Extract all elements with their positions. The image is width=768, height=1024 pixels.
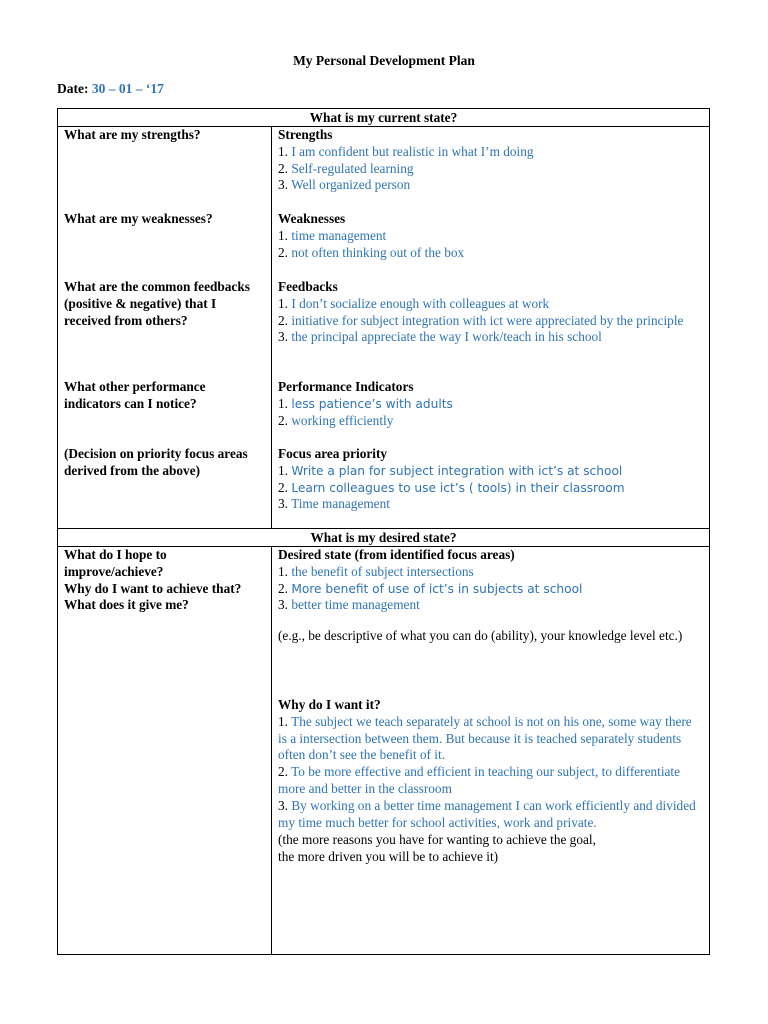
column-divider <box>271 547 272 954</box>
list-item: 2. Self-regulated learning <box>278 160 414 176</box>
focus-heading: Focus area priority <box>278 446 388 461</box>
why-note-line-1: (the more reasons you have for wanting to achieve the goal, <box>278 832 596 848</box>
why-answer <box>278 697 703 866</box>
desired-answer <box>278 547 703 645</box>
weaknesses-answer <box>278 211 703 261</box>
list-item: 2. To be more effective and efficient in teaching our subject, to differentiate more and better in the classroom <box>278 764 681 796</box>
list-item: 3. better time management <box>278 597 420 613</box>
list-item: 3. Well organized person <box>278 177 411 193</box>
list-item: 3. By working on a better time management I can work efficiently and divided my time much better for school activities, work and private. <box>278 797 696 830</box>
focus-answer <box>278 446 703 513</box>
list-item: 1. I don’t socialize enough with colleagues at work <box>278 295 550 311</box>
feedbacks-answer <box>278 279 703 346</box>
focus-question: (Decision on priority focus areas derived from the above) <box>64 446 248 478</box>
list-item: 1. Write a plan for subject integration with ict’s at school <box>278 462 623 478</box>
desired-state-header: What is my desired state? <box>58 529 709 547</box>
desired-heading: Desired state (from identified focus areas) <box>278 547 515 562</box>
date-value: 30 – 01 – ‘17 <box>91 81 164 96</box>
date-line: Date: 30 – 01 – ‘17 <box>57 81 164 96</box>
performance-answer <box>278 379 703 429</box>
list-item: 2. More benefit of use of ict’s in subjects at school <box>278 580 583 596</box>
list-item: 2. working efficiently <box>278 412 394 428</box>
strengths-answer <box>278 127 703 194</box>
why-heading: Why do I want it? <box>278 697 381 712</box>
list-item: 2. Learn colleagues to use ict’s ( tools) in their classroom <box>278 479 625 495</box>
date-label: Date <box>57 81 84 96</box>
desired-state-table <box>57 529 710 955</box>
list-item: 1. time management <box>278 227 387 243</box>
performance-question: What other performance indicators can I notice? <box>64 379 206 411</box>
list-item: 3. Time management <box>278 496 390 512</box>
list-item: 1. I am confident but realistic in what I’m doing <box>278 143 534 159</box>
list-item: 3. the principal appreciate the way I work/teach in his school <box>278 329 602 345</box>
feedbacks-heading: Feedbacks <box>278 279 338 294</box>
question-improve: What do I hope to improve/achieve? <box>64 547 167 579</box>
question-why: Why do I want to achieve that? <box>64 580 242 596</box>
current-state-table <box>57 108 710 529</box>
list-item: 1. The subject we teach separately at school is not on his one, some way there is a intersection between them. But because it is teached separately students often don’t see the benefit of it. <box>278 713 692 763</box>
strengths-heading: Strengths <box>278 127 333 142</box>
current-state-header: What is my current state? <box>58 109 709 127</box>
desired-note: (e.g., be descriptive of what you can do (ability), your knowledge level etc.) <box>278 628 683 644</box>
feedbacks-question: What are the common feedbacks (positive & negative) that I received from others? <box>64 279 250 328</box>
performance-heading: Performance Indicators <box>278 379 414 394</box>
strengths-question: What are my strengths? <box>64 127 201 142</box>
list-item: 2. not often thinking out of the box <box>278 244 465 260</box>
desired-questions <box>64 547 264 614</box>
column-divider <box>271 127 272 528</box>
document-title: My Personal Development Plan <box>293 53 475 68</box>
list-item: 1. less patience’s with adults <box>278 395 453 411</box>
list-item: 1. the benefit of subject intersections <box>278 563 474 579</box>
why-note-line-2: the more driven you will be to achieve it) <box>278 849 499 865</box>
weaknesses-question: What are my weaknesses? <box>64 211 213 226</box>
weaknesses-heading: Weaknesses <box>278 211 346 226</box>
list-item: 2. initiative for subject integration with ict were appreciated by the principle <box>278 312 684 328</box>
question-gives: What does it give me? <box>64 597 189 613</box>
